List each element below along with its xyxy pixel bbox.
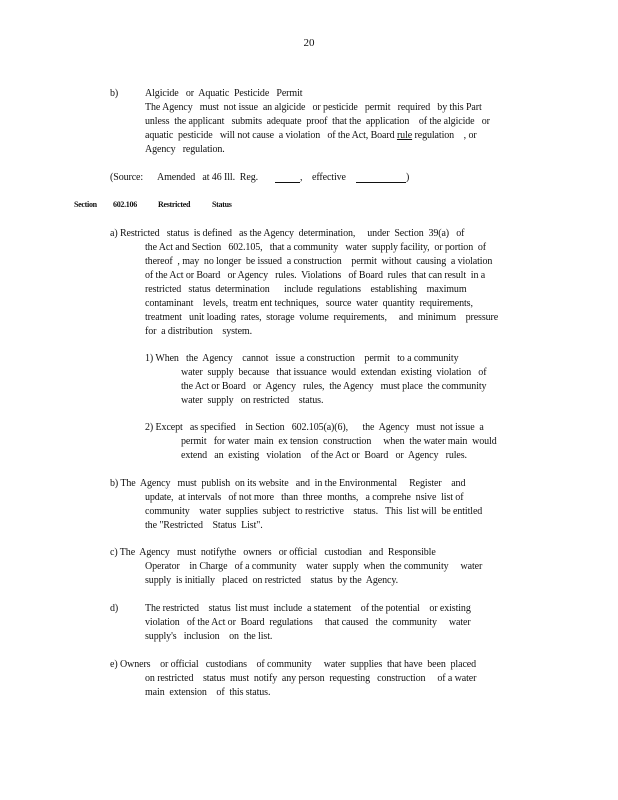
source-label: (Source: xyxy=(110,172,144,183)
reg-blank xyxy=(275,172,300,183)
effective-blank xyxy=(356,172,406,183)
section-b-title: Algicide or Aquatic Pesticide Permit xyxy=(145,88,303,99)
para-e-line: e) Owners or official custodians of community water supplies that have been placed xyxy=(110,659,477,670)
para-a-line: a) Restricted status is defined as the Agency determination, under Section 39(a) of xyxy=(110,228,465,239)
section-b-line: Agency regulation. xyxy=(145,144,225,155)
para-c-line: Operator in Charge of a community water supply when the community water xyxy=(145,561,483,572)
para-a-line: for a distribution system. xyxy=(145,326,252,337)
para-a-line: thereof , may no longer be issued a construction permit without causing a violation xyxy=(145,256,493,267)
source-amended: Amended at 46 Ill. Reg. xyxy=(157,172,258,183)
section-title-word: Status xyxy=(212,200,232,209)
section-b-line: The Agency must not issue an algicide or pesticide permit required by this Part xyxy=(145,102,482,113)
para-a-line: treatment unit loading rates, storage volume requirements, and minimum pressure xyxy=(145,312,499,323)
para-e-line: main extension of this status. xyxy=(145,687,271,698)
section-b-line xyxy=(145,129,477,142)
para-d-marker: d) xyxy=(110,603,119,614)
page-number: 20 xyxy=(303,37,315,49)
para-d-line: violation of the Act or Board regulations that caused the community water xyxy=(145,617,471,628)
effective-label: , effective xyxy=(300,172,346,183)
section-number: 602.106 xyxy=(113,200,137,209)
source-closing: ) xyxy=(406,172,410,183)
para-b-line: update, at intervals of not more than three months, a comprehe nsive list of xyxy=(145,492,464,503)
para-a-line: restricted status determination include regulations establishing maximum xyxy=(145,284,467,295)
para-a-line: the Act and Section 602.105, that a community water supply facility, or portion of xyxy=(145,242,487,253)
para-c-line: supply is initially placed on restricted status by the Agency. xyxy=(145,575,399,586)
para-c-line: c) The Agency must notifythe owners or official custodian and Responsible xyxy=(110,547,436,558)
section-b-line-end: regulation , or xyxy=(414,130,477,141)
section-title-word: Restricted xyxy=(158,200,191,209)
para-a1-line: water supply on restricted status. xyxy=(181,395,324,406)
para-a1-line: water supply because that issuance would extendan existing violation of xyxy=(181,367,487,378)
para-b-line: the "Restricted Status List". xyxy=(145,520,263,531)
para-b-line: community water supplies subject to restrictive status. This list will be entitled xyxy=(145,506,483,517)
section-b-line: unless the applicant submits adequate proof that the application of the algicide or xyxy=(145,116,490,127)
para-d-line: The restricted status list must include a statement of the potential or existing xyxy=(145,603,471,614)
section-b-marker: b) xyxy=(110,88,119,99)
struck-word: rule xyxy=(396,130,413,141)
para-a2-line: 2) Except as specified in Section 602.105(a)(6), the Agency must not issue a xyxy=(145,422,484,433)
para-d-line: supply's inclusion on the list. xyxy=(145,631,273,642)
section-label: Section xyxy=(74,200,97,209)
section-b-line-text: aquatic pesticide will not cause a violation of the Act, Board xyxy=(145,130,395,141)
para-a-line: of the Act or Board or Agency rules. Violations of Board rules that can result in a xyxy=(145,270,486,281)
para-b-line: b) The Agency must publish on its website and in the Environmental Register and xyxy=(110,478,466,489)
para-a-line: contaminant levels, treatm ent techniques, source water quantity requirements, xyxy=(145,298,473,309)
para-a1-line: the Act or Board or Agency rules, the Agency must place the community xyxy=(181,381,487,392)
para-a1-line: 1) When the Agency cannot issue a construction permit to a community xyxy=(145,353,459,364)
para-a2-line: permit for water main ex tension construction when the water main would xyxy=(181,436,497,447)
para-e-line: on restricted status must notify any person requesting construction of a water xyxy=(145,673,477,684)
para-a2-line: extend an existing violation of the Act or Board or Agency rules. xyxy=(181,450,467,461)
